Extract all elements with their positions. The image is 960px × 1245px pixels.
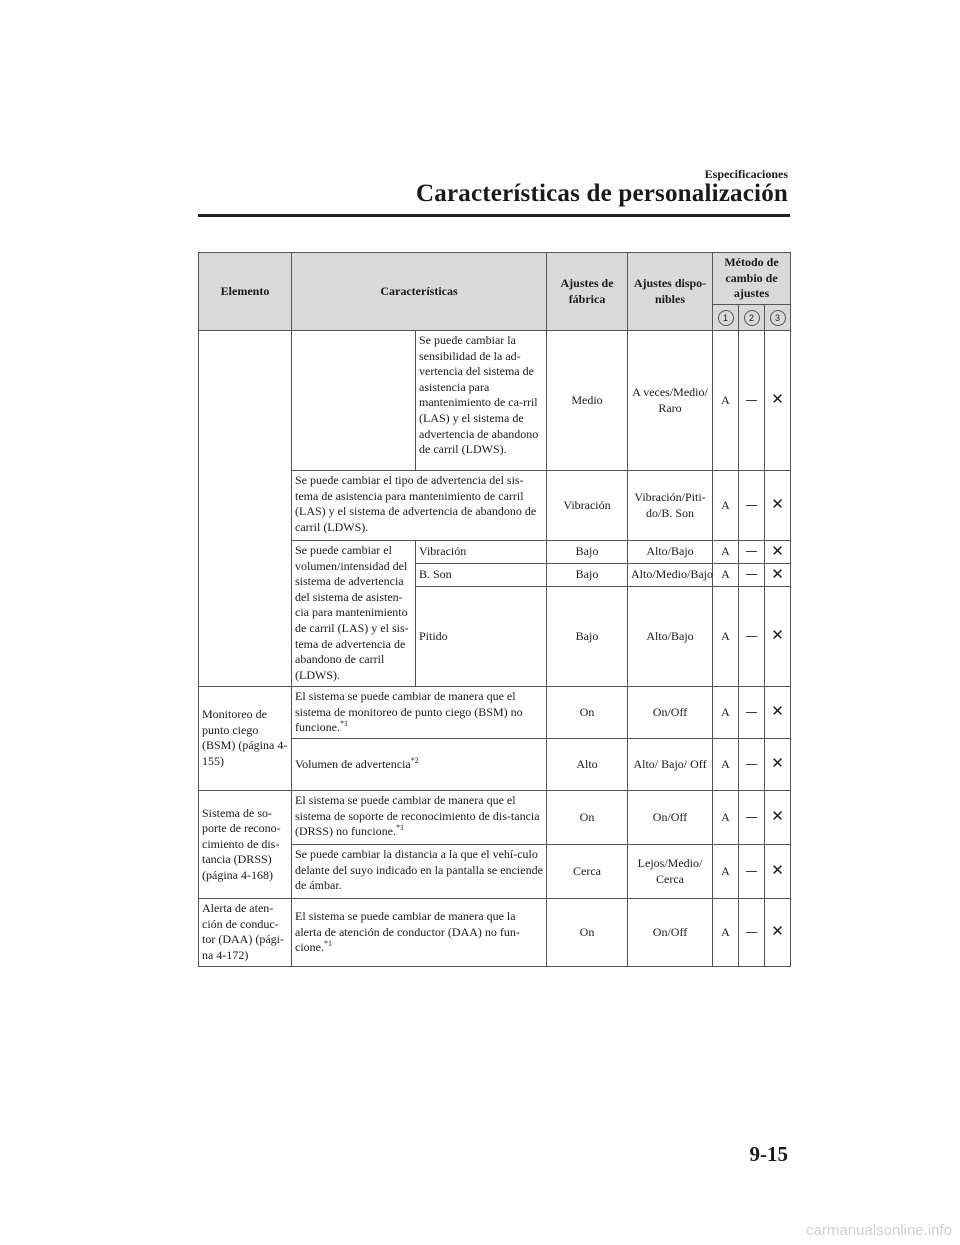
method-3-not-available-icon: ✕ (771, 807, 784, 826)
available-options: Alto/Bajo (628, 587, 713, 687)
method-2-mark: — (745, 497, 758, 512)
method-3-not-available-icon: ✕ (771, 861, 784, 880)
method-2-mark: — (745, 924, 758, 939)
method-1-mark: A (713, 845, 739, 899)
method-3-not-available-icon: ✕ (771, 626, 784, 645)
title-rule (198, 214, 790, 217)
section-label: Especificaciones (704, 167, 788, 181)
header-metodo: Método de cambio de ajustes (713, 253, 791, 305)
page-number: 9-15 (749, 1142, 788, 1166)
factory-default: Vibración (547, 471, 628, 541)
method-3-not-available-icon: ✕ (771, 564, 784, 583)
feature-cell (292, 687, 547, 739)
available-options: A veces/Medio/ Raro (628, 331, 713, 471)
method-2-mark: — (745, 544, 758, 559)
method-1-mark: A (713, 331, 739, 471)
factory-default: On (547, 791, 628, 845)
method-2-icon: 2 (744, 310, 760, 326)
method-3-not-available-icon: ✕ (771, 390, 784, 409)
item-cell-lane (199, 331, 292, 687)
method-3-header (765, 305, 791, 331)
available-options: Alto/Medio/Bajo (628, 564, 713, 587)
method-3-not-available-icon: ✕ (771, 495, 784, 514)
factory-default: Alto (547, 739, 628, 791)
feature-text: Volumen de advertencia (295, 756, 411, 771)
factory-default: Bajo (547, 541, 628, 564)
method-2-mark: — (745, 567, 758, 582)
available-options: On/Off (628, 687, 713, 739)
footnote-ref: *1 (324, 939, 332, 949)
factory-default: Bajo (547, 587, 628, 687)
method-2-mark: — (745, 392, 758, 407)
feature-cell: Se puede cambiar el tipo de advertencia del sis-tema de asistencia para mantenimiento de carril (LAS) y el sistema de advertencia de abandono de carril (LDWS). (292, 471, 547, 541)
method-3-not-available-icon: ✕ (771, 702, 784, 721)
feature-cell: Se puede cambiar el volumen/intensidad del sistema de advertencia del sistema de asisten-cia para mantenimiento de carril (LAS) y el sis-tema de advertencia de abandono de carril (LDWS). (292, 541, 416, 687)
method-1-mark: A (713, 791, 739, 845)
feature-text: El sistema se puede cambiar de manera que la alerta de atención de conductor (DAA) no fun-cione. (295, 909, 520, 955)
feature-cell: Se puede cambiar la distancia a la que el vehí-culo delante del suyo indicado en la pantalla se enciende de ámbar. (292, 845, 547, 899)
method-2-mark: — (745, 756, 758, 771)
sub-setting-name: Vibración (416, 541, 547, 564)
available-options: On/Off (628, 899, 713, 967)
method-3-not-available-icon: ✕ (771, 754, 784, 773)
method-3-icon: 3 (770, 310, 786, 326)
available-options: Vibración/Piti-do/B. Son (628, 471, 713, 541)
available-options: On/Off (628, 791, 713, 845)
item-bsm: Monitoreo de punto ciego (BSM) (página 4-155) (199, 687, 292, 791)
method-3-not-available-icon: ✕ (771, 922, 784, 941)
sub-setting-name: Pitido (416, 587, 547, 687)
footnote-ref: *1 (339, 719, 348, 729)
header-caracteristicas: Características (292, 253, 547, 331)
customization-table (198, 252, 791, 967)
factory-default: Cerca (547, 845, 628, 899)
available-options: Lejos/Medio/ Cerca (628, 845, 713, 899)
available-options: Alto/ Bajo/ Off (628, 739, 713, 791)
feature-cell (292, 791, 547, 845)
method-2-mark: — (745, 628, 758, 643)
feature-text: El sistema se puede cambiar de manera que el sistema de soporte de reconocimiento de dis-tancia (DRSS) no funcione. (295, 793, 540, 839)
method-2-header (739, 305, 765, 331)
feature-cell: Se puede cambiar la sensibilidad de la ad-vertencia del sistema de asistencia para mantenimiento de ca-rril (LAS) y el sistema de advertencia de abandono de carril (LDWS). (416, 331, 547, 471)
method-1-mark: A (713, 899, 739, 967)
method-1-mark: A (713, 541, 739, 564)
spacer-cell (292, 331, 416, 471)
factory-default: Bajo (547, 564, 628, 587)
method-1-mark: A (713, 564, 739, 587)
method-1-mark: A (713, 471, 739, 541)
sub-setting-name: B. Son (416, 564, 547, 587)
item-drss: Sistema de so-porte de recono-cimiento de dis-tancia (DRSS) (página 4-168) (199, 791, 292, 899)
item-daa: Alerta de aten-ción de conduc-tor (DAA) (pági-na 4-172) (199, 899, 292, 967)
method-2-mark: — (745, 809, 758, 824)
method-1-mark: A (713, 587, 739, 687)
method-1-mark: A (713, 687, 739, 739)
available-options: Alto/Bajo (628, 541, 713, 564)
method-3-not-available-icon: ✕ (771, 541, 784, 560)
footnote-ref: *2 (410, 755, 419, 765)
feature-cell (292, 899, 547, 967)
factory-default: Medio (547, 331, 628, 471)
watermark: carmanualsonline.info (806, 1222, 952, 1239)
chapter-title: Características de personalización (416, 180, 788, 207)
feature-cell (292, 739, 547, 791)
method-1-icon: 1 (718, 310, 734, 326)
factory-default: On (547, 687, 628, 739)
factory-default: On (547, 899, 628, 967)
header-ajustes-fabrica: Ajustes de fábrica (547, 253, 628, 331)
header-elemento: Elemento (199, 253, 292, 331)
method-2-mark: — (745, 704, 758, 719)
method-1-header (713, 305, 739, 331)
method-1-mark: A (713, 739, 739, 791)
footnote-ref: *1 (396, 823, 404, 833)
feature-text: El sistema se puede cambiar de manera que el sistema de monitoreo de punto ciego (BSM) no funcione. (295, 689, 523, 735)
header-ajustes-disponibles: Ajustes dispo-nibles (628, 253, 713, 331)
method-2-mark: — (745, 863, 758, 878)
